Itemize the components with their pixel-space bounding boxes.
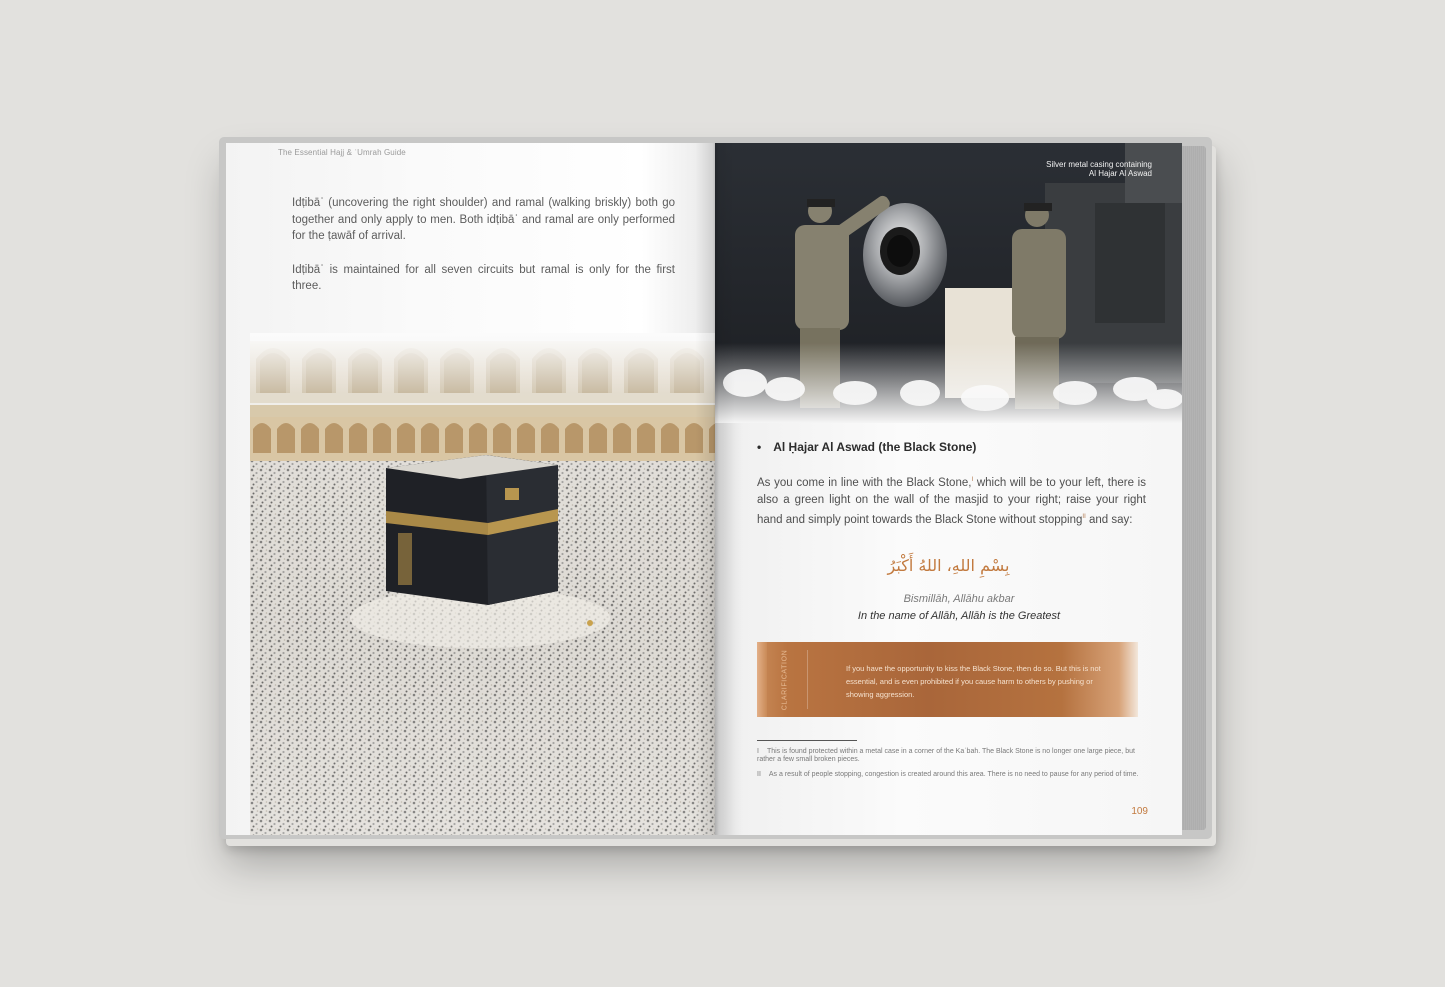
clarification-stripe bbox=[757, 642, 767, 717]
section-heading bbox=[757, 440, 976, 454]
clarification-label: CLARIFICATION bbox=[781, 649, 789, 711]
page-number: 109 bbox=[1131, 806, 1148, 817]
footnote-1 bbox=[757, 748, 1146, 764]
clarification-box bbox=[757, 642, 1138, 717]
footnote-text: This is found protected within a metal case in a corner of the Kaʿbah. The Black Stone is no longer one large piece, but rather a few small broken pieces. bbox=[757, 748, 1135, 763]
left-page-text bbox=[292, 195, 675, 312]
bullet: • bbox=[757, 440, 762, 454]
body-part-3: and say: bbox=[1085, 513, 1133, 526]
heading-text: Al Ḥajar Al Aswad (the Black Stone) bbox=[773, 440, 977, 454]
footnote-text: As a result of people stopping, congestion is created around this area. There is no need to pause for any period of time. bbox=[768, 771, 1139, 778]
footnotes bbox=[757, 748, 1146, 786]
body-paragraph bbox=[757, 472, 1146, 529]
paragraph-2: Idṭibāʿ is maintained for all seven circuits but ramal is only for the first three. bbox=[292, 263, 675, 292]
running-head: The Essential Hajj & ʿUmrah Guide bbox=[278, 148, 406, 157]
body-part-1: As you come in line with the Black Stone, bbox=[757, 476, 972, 489]
paragraph-1: Idṭibāʿ (uncovering the right shoulder) and ramal (walking briskly) both go together and only apply to men. Both idṭibāʿ and ramal are only performed for the ṭawāf of arrival. bbox=[292, 197, 675, 242]
left-page bbox=[226, 143, 715, 835]
footnote-number: II bbox=[757, 771, 761, 778]
kaaba-photo bbox=[250, 333, 715, 835]
translation: In the name of Allāh, Allāh is the Greatest bbox=[857, 610, 1061, 622]
caption-line-2: Al Hajar Al Aswad bbox=[1088, 169, 1152, 178]
black-stone-photo bbox=[715, 143, 1182, 423]
footnote-rule bbox=[757, 740, 857, 741]
footnote-ref-1[interactable]: I bbox=[971, 477, 974, 483]
caption-line-1: Silver metal casing containing bbox=[1046, 160, 1152, 169]
clarification-divider bbox=[807, 650, 808, 709]
transliteration: Bismillāh, Allāhu akbar bbox=[903, 593, 1015, 605]
right-page bbox=[715, 143, 1182, 835]
footnote-2 bbox=[757, 771, 1146, 779]
footnote-ref-2[interactable]: II bbox=[1082, 513, 1086, 520]
clarification-text: If you have the opportunity to kiss the Black Stone, then do so. But this is not essential, and is even prohibited if you cause harm to others by pushing or showing aggression. bbox=[846, 664, 1101, 699]
arabic-dua: بِسْمِ اللهِ، اللهُ أَكْبَرُ bbox=[887, 556, 1010, 575]
page-edges bbox=[1182, 146, 1206, 830]
body-part-2: which will be to your left, there is also a green light on the wall of the masjid to your right; raise your right hand and simply point towards the Black Stone without stopping bbox=[757, 476, 1146, 526]
photo-caption bbox=[1046, 160, 1152, 178]
footnote-number: I bbox=[757, 748, 759, 755]
